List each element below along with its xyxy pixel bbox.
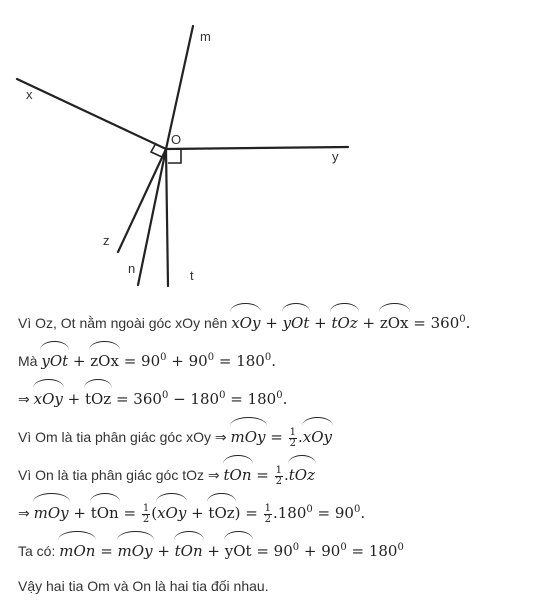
implies-symbol: ⇒ — [18, 505, 30, 521]
angle-toz: tOz — [331, 305, 357, 338]
period: . — [282, 390, 288, 408]
fraction-half — [275, 466, 283, 487]
solution-line-5 — [18, 457, 538, 495]
equals: = — [251, 466, 274, 484]
ray-om — [166, 26, 193, 149]
label-t: t — [190, 268, 194, 283]
plus: + — [68, 504, 91, 522]
solution-text — [18, 305, 538, 609]
equals: = — [95, 542, 118, 560]
line5-prefix: Vì On là tia phân giác góc tOz ⇒ — [18, 467, 220, 483]
implies-symbol: ⇒ — [18, 391, 30, 407]
equals-value: = 90 — [251, 542, 293, 560]
close-paren: ) — [234, 504, 241, 522]
angle-xoy: xOy — [34, 381, 63, 414]
label-m: m — [200, 29, 211, 44]
degree-sup: 0 — [397, 542, 404, 553]
numerator: 1 — [289, 426, 296, 438]
angle-yot: yOt — [283, 305, 310, 338]
open-paren: ( — [151, 504, 158, 522]
right-angle-mark-yot — [168, 149, 181, 163]
equals-value: = 360 — [408, 314, 460, 332]
degree-sup: 0 — [292, 542, 300, 553]
angle-moy: mOy — [231, 419, 266, 452]
period: . — [360, 504, 366, 522]
numerator: 1 — [275, 464, 282, 476]
degree-sup: 0 — [161, 390, 169, 401]
plus-value: + 90 — [166, 352, 208, 370]
fraction-half — [289, 428, 297, 449]
angle-xoy: xOy — [231, 305, 260, 338]
plus: + — [202, 542, 225, 560]
degree-sup: 0 — [353, 504, 361, 515]
ray-oz — [118, 149, 166, 252]
degree-sup: 0 — [459, 314, 466, 325]
degree-sup: 0 — [276, 390, 283, 401]
plus: + — [68, 352, 91, 370]
denominator: 2 — [289, 437, 296, 449]
label-z: z — [103, 233, 110, 248]
line1-prefix: Vì Oz, Ot nằm ngoài góc xOy nên — [18, 315, 228, 331]
equals: = — [240, 504, 263, 522]
plus-value: + 90 — [299, 542, 341, 560]
solution-line-1 — [18, 305, 538, 343]
equals: = — [118, 504, 141, 522]
plus: + — [152, 542, 175, 560]
angle-diagram — [0, 0, 545, 300]
fraction-half — [142, 504, 150, 525]
plus: + — [186, 504, 209, 522]
plus: + — [260, 314, 283, 332]
dot-value: .180 — [273, 504, 307, 522]
degree-sup: 0 — [207, 352, 215, 363]
ray-ot — [166, 149, 168, 286]
numerator: 1 — [264, 502, 271, 514]
angle-yot: yOt — [41, 343, 68, 376]
angle-zox: zOx — [380, 305, 409, 338]
angle-toz: tOz — [208, 495, 234, 528]
line7-prefix: Ta có: — [18, 543, 56, 559]
denominator: 2 — [275, 475, 282, 487]
angle-moy: mOy — [34, 495, 69, 528]
ray-on — [138, 149, 166, 285]
line4-prefix: Vì Om là tia phân giác góc xOy ⇒ — [18, 429, 227, 445]
degree-sup: 0 — [219, 390, 226, 401]
minus-value: − 180 — [168, 390, 220, 408]
solution-line-6 — [18, 495, 538, 533]
angle-moy: mOy — [118, 533, 153, 566]
plus: + — [357, 314, 380, 332]
plus: + — [309, 314, 332, 332]
angle-xoy: xOy — [157, 495, 186, 528]
equals-value: = 90 — [118, 352, 161, 370]
equals-value: = 180 — [346, 542, 398, 560]
equals: = — [265, 428, 288, 446]
solution-line-4 — [18, 419, 538, 457]
ray-oy — [166, 147, 348, 149]
solution-line-2 — [18, 343, 538, 381]
label-n: n — [128, 261, 136, 276]
angle-toz: tOz — [85, 381, 111, 414]
degree-sup: 0 — [340, 542, 347, 553]
dot: . — [284, 466, 289, 484]
equals-value: = 180 — [225, 390, 277, 408]
period: . — [271, 352, 276, 370]
angle-xoy: xOy — [303, 419, 332, 452]
numerator: 1 — [142, 502, 150, 514]
plus: + — [62, 390, 85, 408]
equals-value: = 90 — [312, 504, 354, 522]
degree-sup: 0 — [160, 352, 167, 363]
angle-ton: tOn — [224, 457, 252, 490]
angle-ton: tOn — [175, 533, 203, 566]
angle-yot: yOt — [225, 533, 252, 566]
solution-line-3 — [18, 381, 538, 419]
angle-mon: mOn — [59, 533, 95, 566]
fraction-half — [264, 504, 272, 525]
conclusion-text: Vậy hai tia Om và On là hai tia đối nhau. — [18, 578, 269, 594]
denominator: 2 — [264, 513, 271, 525]
label-y: y — [332, 149, 339, 164]
equals-value: = 360 — [111, 390, 162, 408]
label-o: O — [171, 132, 182, 147]
degree-sup: 0 — [306, 504, 313, 515]
solution-line-8 — [18, 571, 538, 609]
angle-toz: tOz — [289, 457, 315, 490]
solution-line-7 — [18, 533, 538, 571]
geometry-figure — [0, 0, 545, 300]
equals-value: = 180 — [214, 352, 265, 370]
period: . — [465, 314, 471, 332]
line2-prefix: Mà — [18, 353, 38, 369]
dot: . — [297, 428, 303, 446]
angle-ton: tOn — [91, 495, 119, 528]
angle-zox: zOx — [90, 343, 119, 376]
degree-sup: 0 — [264, 352, 272, 363]
label-x: x — [26, 87, 33, 102]
denominator: 2 — [142, 513, 150, 525]
ray-ox — [17, 79, 166, 149]
